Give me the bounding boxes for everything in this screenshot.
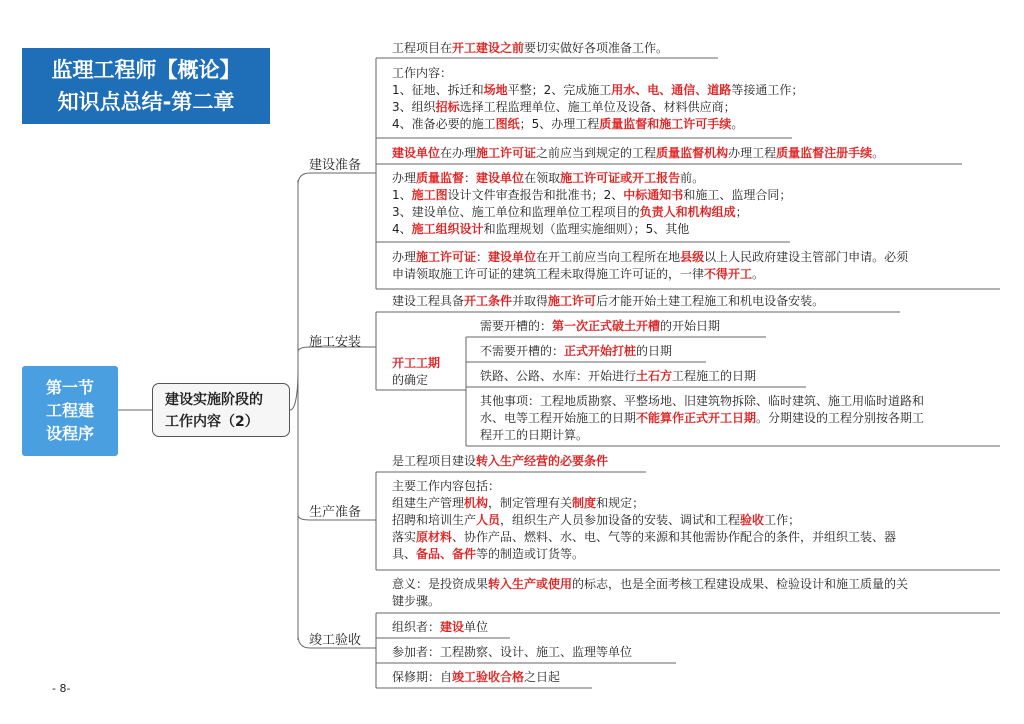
node-warranty: 保修期：自竣工验收合格之日起 [392, 670, 561, 684]
node-need-trench: 需要开槽的：第一次正式破土开槽的开始日期 [480, 319, 721, 333]
node-organizer: 组织者：建设单位 [392, 620, 489, 634]
node-work-content: 工作内容： 1、征地、拆迁和场地平整；2、完成施工用水、电、通信、道路等接通工作； 3、组织招标选择工程监理单位、施工单位及设备、材料供应商； 4、准备必要的施工图纸；5、办理工程质量监督和施工许可手续。 [392, 66, 804, 131]
stage-line-2: 工作内容（2） [165, 414, 259, 430]
branch-jungong: 竣工验收 [309, 633, 362, 648]
section-line-3: 设程序 [45, 424, 94, 443]
section-line-1: 第一节 [45, 378, 94, 397]
stage-line-1: 建设实施阶段的 [165, 392, 263, 408]
branch-shengchan: 生产准备 [309, 505, 362, 520]
node-start-date: 开工工期 的确定 [392, 356, 441, 387]
title-line-1: 监理工程师【概论】 [51, 58, 241, 82]
section-line-2: 工程建 [45, 401, 94, 420]
page-title [22, 48, 270, 124]
node-other-matters: 其他事项：工程地质勘察、平整场地、旧建筑物拆除、临时建筑、施工用临时道路和 水、电等工程开始施工的日期不能算作正式开工日期。分期建设的工程分别按各期工 程开工的日期计算。 [480, 394, 925, 442]
node-construction-permit: 办理施工许可证：建设单位在开工前应当向工程所在地县级以上人民政府建设主管部门申请。必须 申请领取施工许可证的建筑工程未取得施工许可证的，一律不得开工。 [392, 250, 909, 281]
section-node [22, 366, 118, 456]
node-prep-intro: 工程项目在开工建设之前要切实做好各项准备工作。 [392, 41, 669, 55]
node-quality-supervision: 办理质量监督：建设单位在领取施工许可证或开工报告前。 1、施工图设计文件审查报告和批准书；2、中标通知书和施工、监理合同； 3、建设单位、施工单位和监理单位工程项目的负责人和机构组成； 4、施工组织设计和监理规划（监理实施细则）；5、其他 [392, 171, 792, 236]
node-participants: 参加者：工程勘察、设计、施工、监理等单位 [392, 645, 633, 659]
node-production-condition: 是工程项目建设转入生产经营的必要条件 [392, 454, 609, 468]
node-start-condition: 建设工程具备开工条件并取得施工许可后才能开始土建工程施工和机电设备安装。 [392, 294, 825, 308]
stage-node [152, 383, 290, 437]
node-quality-registration: 建设单位在办理施工许可证之前应当到规定的工程质量监督机构办理工程质量监督注册手续。 [392, 146, 885, 160]
title-line-2: 知识点总结-第二章 [57, 90, 235, 114]
node-acceptance-meaning: 意义：是投资成果转入生产或使用的标志，也是全面考核工程建设成果、检验设计和施工质量的关 键步骤。 [392, 577, 909, 608]
node-no-trench: 不需要开槽的：正式开始打桩的日期 [480, 344, 673, 358]
node-railway-road: 铁路、公路、水库：开始进行土石方工程施工的日期 [480, 369, 757, 383]
page-number: - 8- [52, 682, 71, 695]
node-production-content: 主要工作内容包括： 组建生产管理机构，制定管理有关制度和规定； 招聘和培训生产人员，组织生产人员参加设备的安装、调试和工程验收工作； 落实原材料、协作产品、燃料、水、电、气等的来源和其他需协作配合的条件，并组织工装、器 具、备品、备件等的制造或订货等。 [392, 479, 897, 561]
branch-shigong: 施工安装 [309, 335, 362, 350]
branch-jianshe: 建设准备 [309, 158, 362, 173]
